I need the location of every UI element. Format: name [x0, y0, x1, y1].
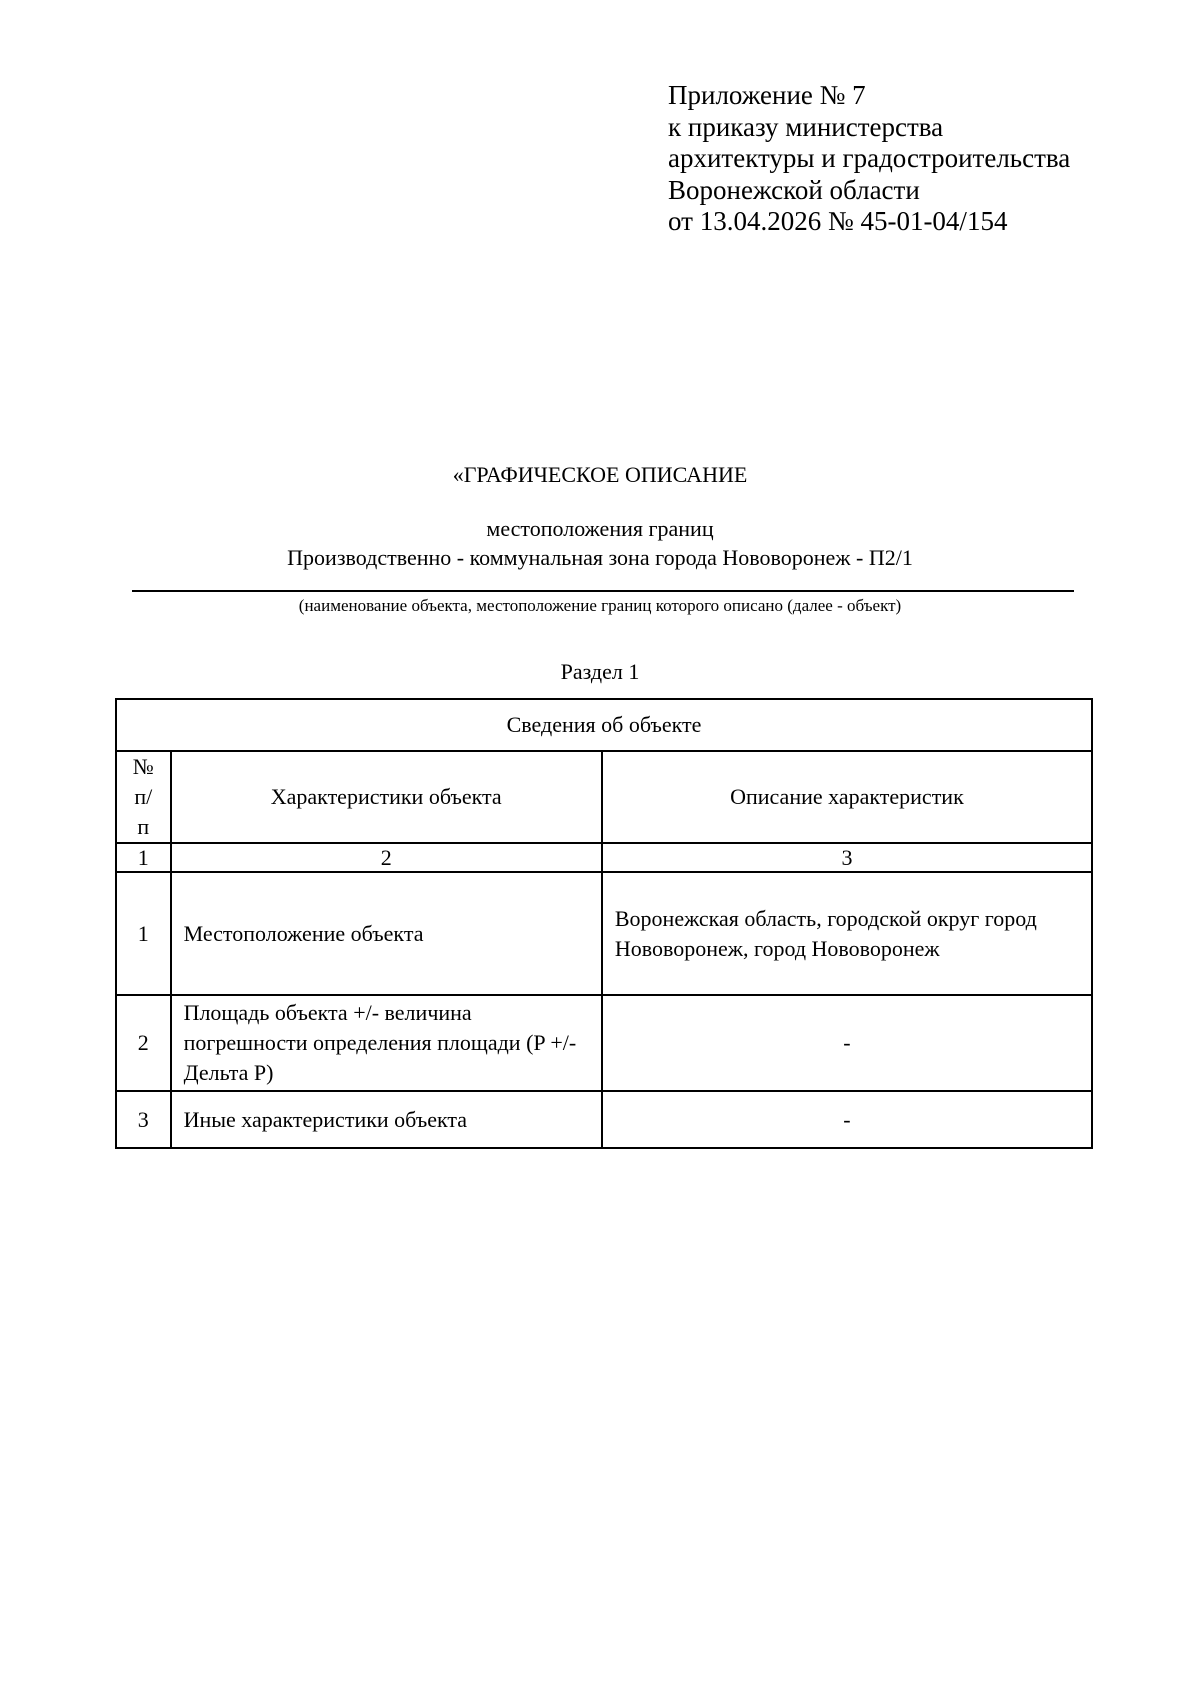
appendix-line: архитектуры и градостроительства [668, 143, 1071, 173]
row-characteristic: Местоположение объекта [171, 872, 602, 995]
appendix-line: Приложение № 7 [668, 80, 866, 110]
table-row [116, 995, 1092, 1091]
row-number: 3 [116, 1091, 171, 1148]
header-num-line1: № [132, 754, 154, 779]
object-name: Производственно - коммунальная зона города Нововоронеж - П2/1 [287, 545, 913, 570]
row-characteristic: Иные характеристики объекта [171, 1091, 602, 1148]
header-num-line2: п/п [134, 784, 153, 839]
row-description: - [602, 1091, 1092, 1148]
header-characteristics: Характеристики объекта [171, 751, 602, 843]
document-subtitle: местоположения границ [486, 516, 714, 541]
header-description: Описание характеристик [602, 751, 1092, 843]
header-num [116, 751, 171, 843]
column-index: 2 [171, 843, 602, 872]
appendix-line: к приказу министерства [668, 111, 944, 142]
table-row [116, 872, 1092, 995]
object-info-table [115, 698, 1093, 1149]
row-description: - [602, 995, 1092, 1091]
document-title: «ГРАФИЧЕСКОЕ ОПИСАНИЕ [452, 462, 748, 487]
appendix-line: Воронежской области [668, 174, 920, 205]
column-index: 1 [116, 843, 171, 872]
table-header-row [116, 751, 1092, 843]
row-description: Воронежская область, городской округ город Нововоронеж, город Нововоронеж [602, 872, 1092, 995]
section-title: Раздел 1 [560, 659, 640, 684]
appendix-header [668, 80, 1168, 238]
object-name-caption: (наименование объекта, местоположение границ которого описано (далее - объект) [298, 596, 902, 615]
column-index: 3 [602, 843, 1092, 872]
table-title: Сведения об объекте [116, 699, 1092, 751]
table-title-row [116, 699, 1092, 751]
row-number: 2 [116, 995, 171, 1091]
appendix-line: от 13.04.2026 № 45-01-04/154 [668, 206, 1008, 236]
row-characteristic: Площадь объекта +/- величина погрешности определения площади (P +/- Дельта P) [171, 995, 602, 1091]
table-index-row [116, 843, 1092, 872]
table-row [116, 1091, 1092, 1148]
object-name-underline [132, 590, 1074, 592]
row-number: 1 [116, 872, 171, 995]
